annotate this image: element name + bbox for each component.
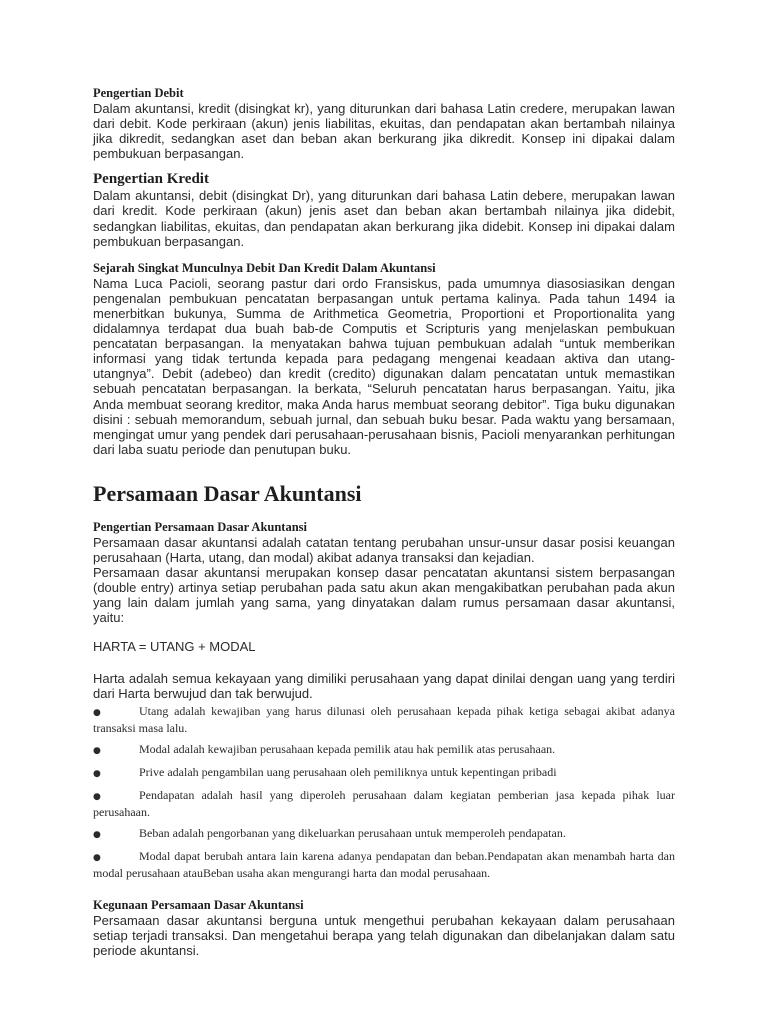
heading-pengertian-debit: Pengertian Debit xyxy=(93,86,184,100)
bullet-icon: ● xyxy=(93,791,101,802)
definition-list xyxy=(93,704,675,881)
paragraph-harta: Harta adalah semua kekayaan yang dimiliki perusahaan yang dapat dinilai dengan uang yang terdiri dari Harta berwujud dan tak berwujud. xyxy=(93,670,675,701)
list-item-text: Modal adalah kewajiban perusahaan kepada pemilik atau hak pemilik atas perusahaan. xyxy=(139,741,556,756)
paragraph-sejarah: Nama Luca Pacioli, seorang pastur dari ordo Fransiskus, pada umumnya diasosiasikan dengan pengenalan pembukuan pencatatan berpasangan untuk pertama kalinya. Pada tahun 1494 ia menerbitkan bukunya, Summa de Arithmetica Geometria, Proportioni et Proportionalita yang didalamnya terdapat dua buah bab-de Computis et Scripturis yang menjelaskan pembukuan pencatatan berpasangan. Ia menyatakan bahwa tujuan pembukuan adalah “untuk memberikan informasi yang tidak tertunda kepada para pedagang mengenai keadaan aktiva dan utang-utangnya”. Debit (adebeo) dan kredit (credito) digunakan dalam pencatatan untuk memastikan sebuah pencatatan berpasangan. Ia berkata, “Seluruh pencatatan harus berpasangan. Yaitu, jika Anda membuat seorang kreditor, maka Anda harus membuat seorang debitor”. Tiga buku digunakan disini : sebuah memorandum, sebuah jurnal, dan sebuah buku besar. Pada waktu yang bersamaan, mengingat umur yang pendek dari perusahaan-perusahaan bisnis, Pacioli menyarankan perhitungan dari laba suatu periode dan penutupan buku. xyxy=(93,275,675,457)
formula-harta-utang-modal: HARTA = UTANG + MODAL xyxy=(93,639,256,655)
bullet-icon: ● xyxy=(93,829,101,840)
paragraph-persamaan-1: Persamaan dasar akuntansi adalah catatan tentang perubahan unsur-unsur dasar posisi keuangan perusahaan (Harta, utang, dan modal) akibat adanya transaksi dan kejadian. xyxy=(93,534,675,565)
section-sejarah xyxy=(93,261,675,457)
heading-pengertian-kredit: Pengertian Kredit xyxy=(93,171,209,188)
section-title-wrapper xyxy=(93,480,675,508)
paragraph-kegunaan: Persamaan dasar akuntansi berguna untuk mengethui perubahan kekayaan dalam perusahaan setiap terjadi transaksi. Dan mengetahui berapa yang telah digunakan dan dibelanjakan dalam satu periode akuntansi. xyxy=(93,912,675,958)
document-content xyxy=(93,86,675,958)
heading-kegunaan: Kegunaan Persamaan Dasar Akuntansi xyxy=(93,897,304,912)
list-item xyxy=(93,849,675,881)
list-item-text: Beban adalah pengorbanan yang dikeluarkan perusahaan untuk memperoleh pendapatan. xyxy=(139,825,566,840)
list-item-text: Pendapatan adalah hasil yang diperoleh perusahaan dalam kegiatan pemberian jasa kepada pihak luar perusahaan. xyxy=(93,787,675,819)
paragraph-pengertian-debit: Dalam akuntansi, kredit (disingkat kr), yang diturunkan dari bahasa Latin credere, merupakan lawan dari debit. Kode perkiraan (akun) jenis liabilitas, ekuitas, dan pendapatan akan bertambah nilainya jika dikredit, sedangkan aset dan beban akan berkurang jika dikredit. Konsep ini dipakai dalam pembukuan berpasangan. xyxy=(93,101,675,162)
heading-persamaan-dasar-akuntansi: Persamaan Dasar Akuntansi xyxy=(93,480,362,506)
heading-pengertian-persamaan: Pengertian Persamaan Dasar Akuntansi xyxy=(93,519,308,534)
list-item xyxy=(93,826,675,843)
list-item-text: Prive adalah pengambilan uang perusahaan oleh pemiliknya untuk kepentingan pribadi xyxy=(139,764,557,779)
bullet-icon: ● xyxy=(93,745,101,756)
bullet-icon: ● xyxy=(93,768,101,779)
section-kegunaan xyxy=(93,898,675,958)
list-item xyxy=(93,704,675,736)
list-item xyxy=(93,742,675,759)
section-pengertian-persamaan xyxy=(93,520,675,881)
section-pengertian-kredit xyxy=(93,171,675,248)
list-item-text: Modal dapat berubah antara lain karena adanya pendapatan dan beban.Pendapatan akan menambah harta dan modal perusahaan atauBeban usaha akan mengurangi harta dan modal perusahaan. xyxy=(93,848,675,880)
section-pengertian-debit xyxy=(93,86,675,161)
list-item xyxy=(93,765,675,782)
paragraph-persamaan-2: Persamaan dasar akuntansi merupakan konsep dasar pencatatan akuntansi sistem berpasangan (double entry) artinya setiap perubahan pada satu akun akan mengakibatkan perubahan pada akun yang lain dalam jumlah yang sama, yang dinyatakan dalam rumus persamaan dasar akuntansi, yaitu: xyxy=(93,565,675,626)
bullet-icon: ● xyxy=(93,852,101,863)
heading-sejarah: Sejarah Singkat Munculnya Debit Dan Kredit Dalam Akuntansi xyxy=(93,260,436,275)
paragraph-pengertian-kredit: Dalam akuntansi, debit (disingkat Dr), yang diturunkan dari bahasa Latin debere, merupakan lawan dari kredit. Kode perkiraan (akun) jenis aset dan beban akan bertambah nilainya jika didebit, sedangkan liabilitas, ekuitas, dan pendapatan akan berkurang jika didebit. Konsep ini dipakai dalam pembukuan berpasangan. xyxy=(93,188,675,249)
list-item-text: Utang adalah kewajiban yang harus dilunasi oleh perusahaan kepada pihak ketiga sebagai akibat adanya transaksi masa lalu. xyxy=(93,703,675,735)
list-item xyxy=(93,788,675,820)
bullet-icon: ● xyxy=(93,707,101,718)
